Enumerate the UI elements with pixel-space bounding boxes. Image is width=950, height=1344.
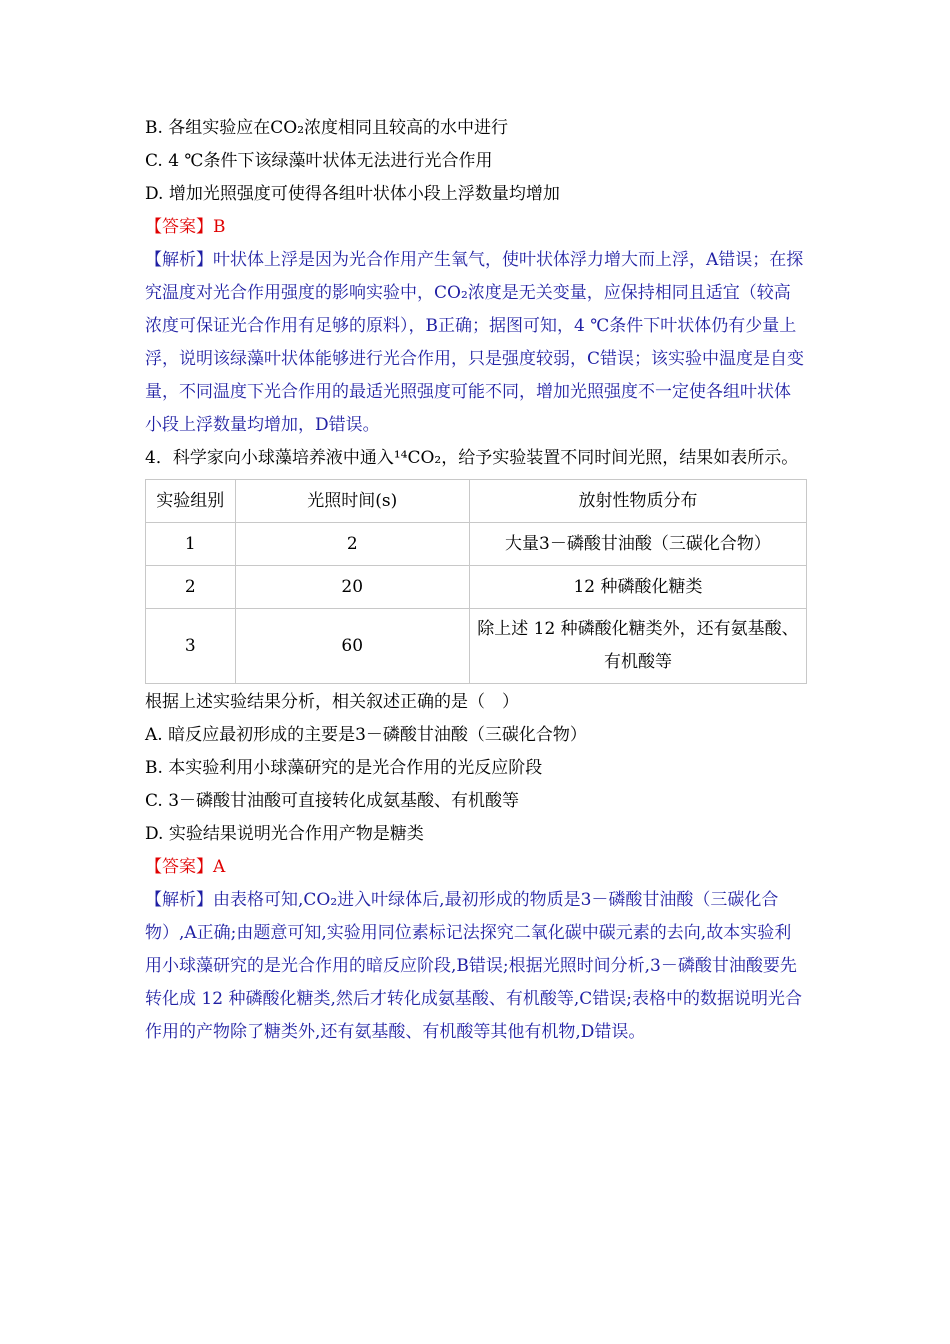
q4-answer: 【答案】A	[145, 857, 226, 877]
q4-option-b: B. 本实验利用小球藻研究的是光合作用的光反应阶段	[145, 758, 543, 778]
q4-option-a: A. 暗反应最初形成的主要是3－磷酸甘油酸（三碳化合物）	[145, 725, 587, 745]
table-row	[146, 566, 807, 609]
table-cell: 60	[235, 609, 469, 684]
q4-option-d: D. 实验结果说明光合作用产物是糖类	[145, 824, 424, 844]
q3-option-c: C. 4 ℃条件下该绿藻叶状体无法进行光合作用	[145, 151, 493, 171]
table-header-cell: 光照时间(s)	[235, 480, 469, 523]
q4-stem: 4．科学家向小球藻培养液中通入¹⁴CO₂，给予实验装置不同时间光照，结果如表所示。	[145, 448, 799, 468]
table-cell: 1	[146, 523, 236, 566]
q4-option-c: C. 3－磷酸甘油酸可直接转化成氨基酸、有机酸等	[145, 791, 520, 811]
results-table	[145, 479, 807, 684]
table-cell: 2	[235, 523, 469, 566]
q4-question: 根据上述实验结果分析，相关叙述正确的是（ ）	[145, 692, 519, 712]
table-row	[146, 609, 807, 684]
q4-analysis: 【解析】由表格可知,CO₂进入叶绿体后,最初形成的物质是3－磷酸甘油酸（三碳化合物）,A正确;由题意可知,实验用同位素标记法探究二氧化碳中碳元素的去向,故本实验利用小球藻研究的是光合作用的暗反应阶段,B错误;根据光照时间分析,3－磷酸甘油酸要先转化成 12 种磷酸化糖类,然后才转化成氨基酸、有机酸等,C错误;表格中的数据说明光合作用的产物除了糖类外,还有氨基酸、有机酸等其他有机物,D错误。	[145, 890, 802, 1042]
table-cell: 20	[235, 566, 469, 609]
table-row	[146, 523, 807, 566]
table-cell: 2	[146, 566, 236, 609]
table-cell: 除上述 12 种磷酸化糖类外，还有氨基酸、有机酸等	[469, 609, 806, 684]
table-header-row	[146, 480, 807, 523]
q3-option-b: B. 各组实验应在CO₂浓度相同且较高的水中进行	[145, 118, 509, 138]
table-cell: 12 种磷酸化糖类	[469, 566, 806, 609]
table-cell: 3	[146, 609, 236, 684]
q3-analysis: 【解析】叶状体上浮是因为光合作用产生氧气，使叶状体浮力增大而上浮，A错误；在探究温度对光合作用强度的影响实验中，CO₂浓度是无关变量，应保持相同且适宜（较高浓度可保证光合作用有足够的原料），B正确；据图可知，4 ℃条件下叶状体仍有少量上浮，说明该绿藻叶状体能够进行光合作用，只是强度较弱，C错误；该实验中温度是自变量，不同温度下光合作用的最适光照强度可能不同，增加光照强度不一定使各组叶状体小段上浮数量均增加，D错误。	[145, 250, 805, 435]
document-page	[145, 112, 807, 1049]
q3-option-d: D. 增加光照强度可使得各组叶状体小段上浮数量均增加	[145, 184, 560, 204]
table-header-cell: 放射性物质分布	[469, 480, 806, 523]
table-cell: 大量3－磷酸甘油酸（三碳化合物）	[469, 523, 806, 566]
table-header-cell: 实验组别	[146, 480, 236, 523]
q3-answer: 【答案】B	[145, 217, 226, 237]
